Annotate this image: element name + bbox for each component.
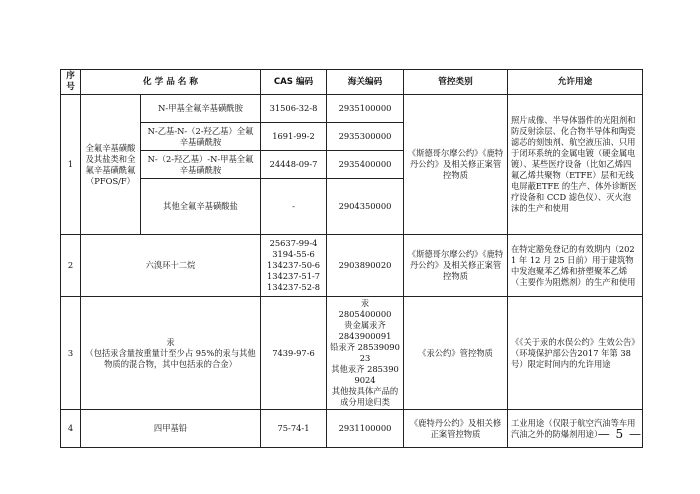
table-row [61,410,643,448]
chemical-name: 四甲基铅 [81,410,261,448]
cas-number: 1691-99-2 [261,123,327,151]
cas-number: 25637-99-4 3194-55-6 134237-50-6 134237-51-7 134237-52-8 [261,235,327,297]
header-control: 管控类别 [404,70,508,95]
allowed-use: 《《关于汞的水俣公约》生效公告》（环境保护部公告2017 年第 38 号）限定时间内的允许用途 [508,297,643,410]
sub-chemical-name: 其他全氟辛基磺酸盐 [141,179,261,235]
header-cas: CAS 编码 [261,70,327,95]
cas-number: - [261,179,327,235]
allowed-use: 照片成像、半导体器件的光阻剂和防反射涂层、化合物半导体和陶瓷滤芯的刻蚀剂、航空液压油、只用于闭环系统的金属电镀（硬金属电镀）、某些医疗设备（比如乙烯四氟乙烯共聚物（ETFE）层和无线电屏蔽ETFE 的生产、体外诊断医疗设备和 CCD 滤色仪）、灭火泡沫的生产和使用 [508,95,643,235]
page-number: — 5 — [597,427,642,441]
header-chemical-name: 化 学 品 名 称 [81,70,261,95]
cas-number: 7439-97-6 [261,297,327,410]
table-row [61,235,643,297]
customs-code: 2903890020 [327,235,404,297]
cas-number: 24448-09-7 [261,151,327,179]
allowed-use: 在特定豁免登记的有效期内（2021 年 12 月 25 日前）用于建筑物中发泡聚苯乙烯和挤塑聚苯乙烯（主要作为阻燃剂）的生产和使用 [508,235,643,297]
row-number: 4 [61,410,81,448]
cas-number: 31506-32-8 [261,95,327,123]
sub-chemical-name: N-甲基全氟辛基磺酰胺 [141,95,261,123]
chemical-name: 汞 （包括汞含量按重量计至少占 95%的汞与其他物质的混合物，其中包括汞的合金） [81,297,261,410]
table-header-row [61,70,643,95]
header-use: 允许用途 [508,70,643,95]
customs-code: 汞 2805400000 贵金属汞齐 2843900091 铅汞齐 2853909023 其他汞齐 2853909024 其他按具体产品的成分用途归类 [327,297,404,410]
row-number: 1 [61,95,81,235]
control-category: 《斯德哥尔摩公约》《鹿特丹公约》及相关修正案管控物质 [404,235,508,297]
customs-code: 2935400000 [327,151,404,179]
customs-code: 2904350000 [327,179,404,235]
header-no: 序号 [61,70,81,95]
customs-code: 2931100000 [327,410,404,448]
table-row [61,95,643,123]
customs-code: 2935300000 [327,123,404,151]
cas-number: 75-74-1 [261,410,327,448]
row-number: 3 [61,297,81,410]
sub-chemical-name: N-（2-羟乙基）-N-甲基全氟辛基磺酰胺 [141,151,261,179]
chemical-group-name: 全氟辛基磺酸及其盐类和全氟辛基磺酰氟（PFOS/F） [81,95,141,235]
sub-chemical-name: N-乙基-N-（2-羟乙基）全氟辛基磺酰胺 [141,123,261,151]
header-customs: 海关编码 [327,70,404,95]
chemical-name: 六溴环十二烷 [81,235,261,297]
control-category: 《斯德哥尔摩公约》《鹿特丹公约》及相关修正案管控物质 [404,95,508,235]
customs-code: 2935100000 [327,95,404,123]
table-row [61,297,643,410]
control-category: 《鹿特丹公约》及相关修正案管控物质 [404,410,508,448]
chemical-control-table [60,69,643,448]
row-number: 2 [61,235,81,297]
allowed-use: 工业用途（仅限于航空汽油等车用汽油之外的防爆剂用途） [508,410,643,448]
control-category: 《汞公约》管控物质 [404,297,508,410]
